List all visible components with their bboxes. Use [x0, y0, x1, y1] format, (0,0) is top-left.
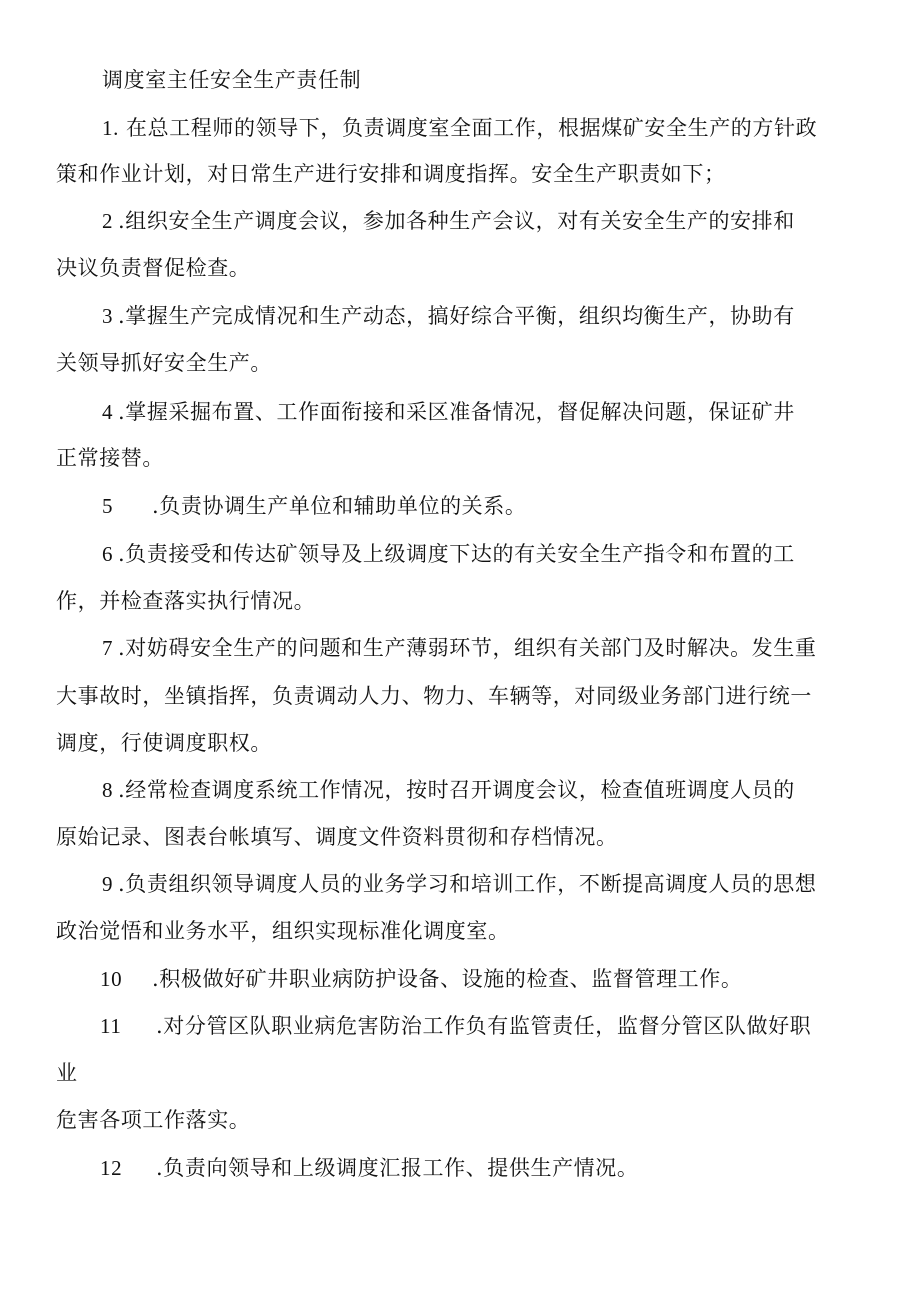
item-text: 危害各项工作落实。: [56, 1108, 251, 1132]
item-text: 策和作业计划，对日常生产进行安排和调度指挥。安全生产职责如下；: [56, 162, 726, 186]
item-text: .负责协调生产单位和辅助单位的关系。: [152, 494, 527, 518]
item-text: 政治觉悟和业务水平，组织实现标准化调度室。: [56, 919, 510, 943]
item-text: .掌握生产完成情况和生产动态，搞好综合平衡，组织均衡生产，协助有: [118, 304, 795, 328]
item-text: 作，并检查落实执行情况。: [56, 589, 316, 613]
item-text: .负责组织领导调度人员的业务学习和培训工作，不断提高调度人员的思想: [118, 872, 817, 896]
item-text: .对妨碍安全生产的问题和生产薄弱环节，组织有关部门及时解决。发生重: [118, 636, 817, 660]
item-text: .负责接受和传达矿领导及上级调度下达的有关安全生产指令和布置的工: [118, 542, 795, 566]
item-number: 3: [102, 304, 114, 328]
item-text: .经常检查调度系统工作情况，按时召开调度会议，检查值班调度人员的: [118, 778, 795, 802]
list-item-12: [0, 1154, 920, 1266]
item-number: 10: [100, 967, 123, 991]
item-text: 调度，行使调度职权。: [56, 731, 272, 755]
item-text: 关领导抓好安全生产。: [56, 351, 272, 375]
item-text: .组织安全生产调度会议，参加各种生产会议，对有关安全生产的安排和: [118, 209, 795, 233]
item-text: .积极做好矿井职业病防护设备、设施的检查、监督管理工作。: [152, 967, 743, 991]
item-text: .负责向领导和上级调度汇报工作、提供生产情况。: [156, 1156, 639, 1180]
item-number: 7: [102, 636, 114, 660]
document-title: 调度室主任安全生产责任制: [102, 68, 362, 92]
item-text: 在总工程师的领导下，负责调度室全面工作，根据煤矿安全生产的方针政: [126, 116, 818, 140]
item-number: 4: [102, 400, 114, 424]
item-number: 11: [100, 1014, 122, 1038]
item-text: 正常接替。: [56, 446, 164, 470]
item-number: 1.: [102, 116, 119, 140]
item-number: 6: [102, 542, 114, 566]
item-number: 8: [102, 778, 114, 802]
item-number: 2: [102, 209, 114, 233]
item-text: 大事故时，坐镇指挥，负责调动人力、物力、车辆等，对同级业务部门进行统一: [56, 684, 812, 708]
item-number: 12: [100, 1156, 123, 1180]
item-text: .掌握采掘布置、工作面衔接和采区准备情况，督促解决问题，保证矿井: [118, 400, 795, 424]
item-text: .对分管区队职业病危害防治工作负有监管责任，监督分管区队做好职: [156, 1014, 812, 1038]
item-text: 业: [56, 1061, 78, 1085]
item-text: 决议负责督促检查。: [56, 256, 251, 280]
item-text: 原始记录、图表台帐填写、调度文件资料贯彻和存档情况。: [56, 825, 618, 849]
item-number: 5: [102, 494, 114, 518]
item-number: 9: [102, 872, 114, 896]
